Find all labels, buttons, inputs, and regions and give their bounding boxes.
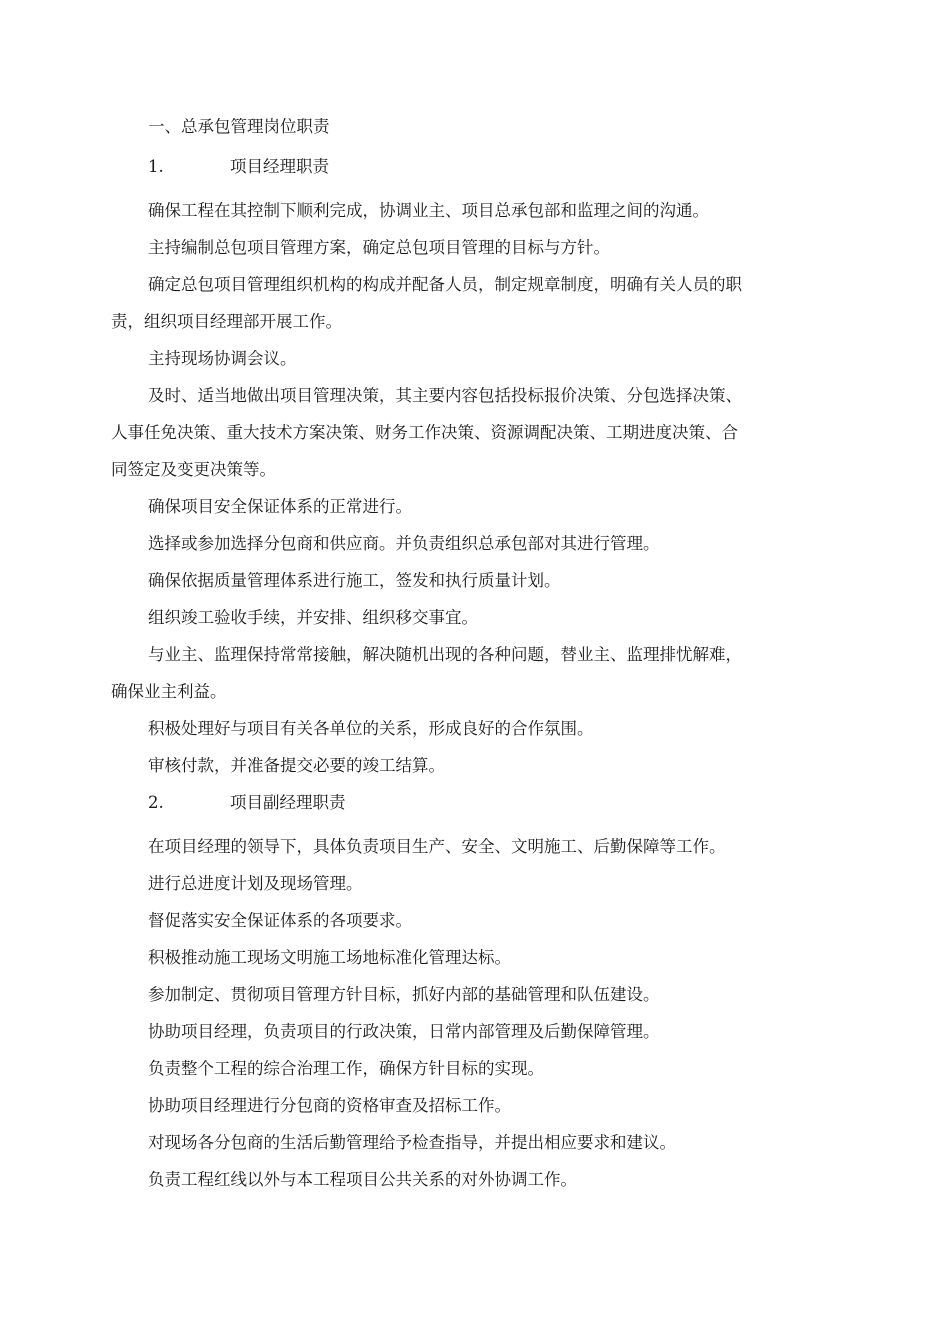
paragraph-line: 协助项目经理，负责项目的行政决策，日常内部管理及后勤保障管理。 [148, 1022, 660, 1041]
paragraph-line: 协助项目经理进行分包商的资格审查及招标工作。 [148, 1096, 511, 1115]
paragraph-line: 进行总进度计划及现场管理。 [148, 874, 363, 893]
paragraph [111, 1124, 816, 1161]
paragraph [111, 902, 816, 939]
paragraph-line: 在项目经理的领导下，具体负责项目生产、安全、文明施工、后勤保障等工作。 [148, 837, 726, 856]
paragraph-line: 确定总包项目管理组织机构的构成并配备人员，制定规章制度，明确有关人员的职 [148, 275, 742, 294]
paragraph [111, 747, 816, 784]
document-page [111, 108, 816, 1198]
paragraph-line: 人事任免决策、重大技术方案决策、财务工作决策、资源调配决策、工期进度决策、合 [111, 423, 738, 442]
subsections [111, 148, 816, 1198]
paragraph [111, 599, 816, 636]
paragraph [111, 710, 816, 747]
paragraph [111, 229, 816, 266]
subsection-number: 1. [148, 157, 164, 176]
subsection-title: 项目经理职责 [230, 157, 329, 176]
subsection-number: 2. [148, 793, 164, 812]
paragraph [111, 266, 816, 340]
paragraph-line: 负责工程红线以外与本工程项目公共关系的对外协调工作。 [148, 1170, 577, 1189]
section-title: 一、总承包管理岗位职责 [148, 117, 330, 136]
paragraph [111, 192, 816, 229]
paragraph-line: 参加制定、贯彻项目管理方针目标，抓好内部的基础管理和队伍建设。 [148, 985, 660, 1004]
paragraph-line: 同签定及变更决策等。 [111, 460, 276, 479]
paragraph [111, 828, 816, 865]
paragraph-line: 责，组织项目经理部开展工作。 [111, 312, 342, 331]
paragraph-line: 督促落实安全保证体系的各项要求。 [148, 911, 412, 930]
subsection-heading [111, 148, 816, 185]
paragraph-line: 组织竣工验收手续，并安排、组织移交事宜。 [148, 608, 478, 627]
paragraph [111, 1013, 816, 1050]
paragraph-line: 确保依据质量管理体系进行施工，签发和执行质量计划。 [148, 571, 561, 590]
paragraph-line: 积极处理好与项目有关各单位的关系，形成良好的合作氛围。 [148, 719, 594, 738]
paragraph [111, 636, 816, 710]
paragraph-line: 选择或参加选择分包商和供应商。并负责组织总承包部对其进行管理。 [148, 534, 660, 553]
paragraph-line: 负责整个工程的综合治理工作，确保方针目标的实现。 [148, 1059, 544, 1078]
paragraph [111, 562, 816, 599]
paragraph [111, 377, 816, 488]
paragraph-line: 与业主、监理保持常常接触，解决随机出现的各种问题，替业主、监理排忧解难， [148, 645, 742, 664]
subsection-title: 项目副经理职责 [230, 793, 346, 812]
paragraph [111, 939, 816, 976]
subsection-heading [111, 784, 816, 821]
paragraph-line: 确保项目安全保证体系的正常进行。 [148, 497, 412, 516]
paragraph [111, 865, 816, 902]
paragraph [111, 488, 816, 525]
paragraph [111, 1087, 816, 1124]
paragraph [111, 1161, 816, 1198]
paragraph-line: 及时、适当地做出项目管理决策，其主要内容包括投标报价决策、分包选择决策、 [148, 386, 742, 405]
paragraph [111, 340, 816, 377]
paragraph-line: 审核付款，并准备提交必要的竣工结算。 [148, 756, 445, 775]
paragraph [111, 976, 816, 1013]
paragraph-line: 确保业主利益。 [111, 682, 227, 701]
paragraph-line: 主持现场协调会议。 [148, 349, 297, 368]
paragraph-line: 积极推动施工现场文明施工场地标准化管理达标。 [148, 948, 511, 967]
paragraph-line: 对现场各分包商的生活后勤管理给予检查指导，并提出相应要求和建议。 [148, 1133, 676, 1152]
paragraph-line: 确保工程在其控制下顺利完成，协调业主、项目总承包部和监理之间的沟通。 [148, 201, 709, 220]
paragraph [111, 525, 816, 562]
paragraph-line: 主持编制总包项目管理方案，确定总包项目管理的目标与方针。 [148, 238, 610, 257]
paragraph [111, 1050, 816, 1087]
